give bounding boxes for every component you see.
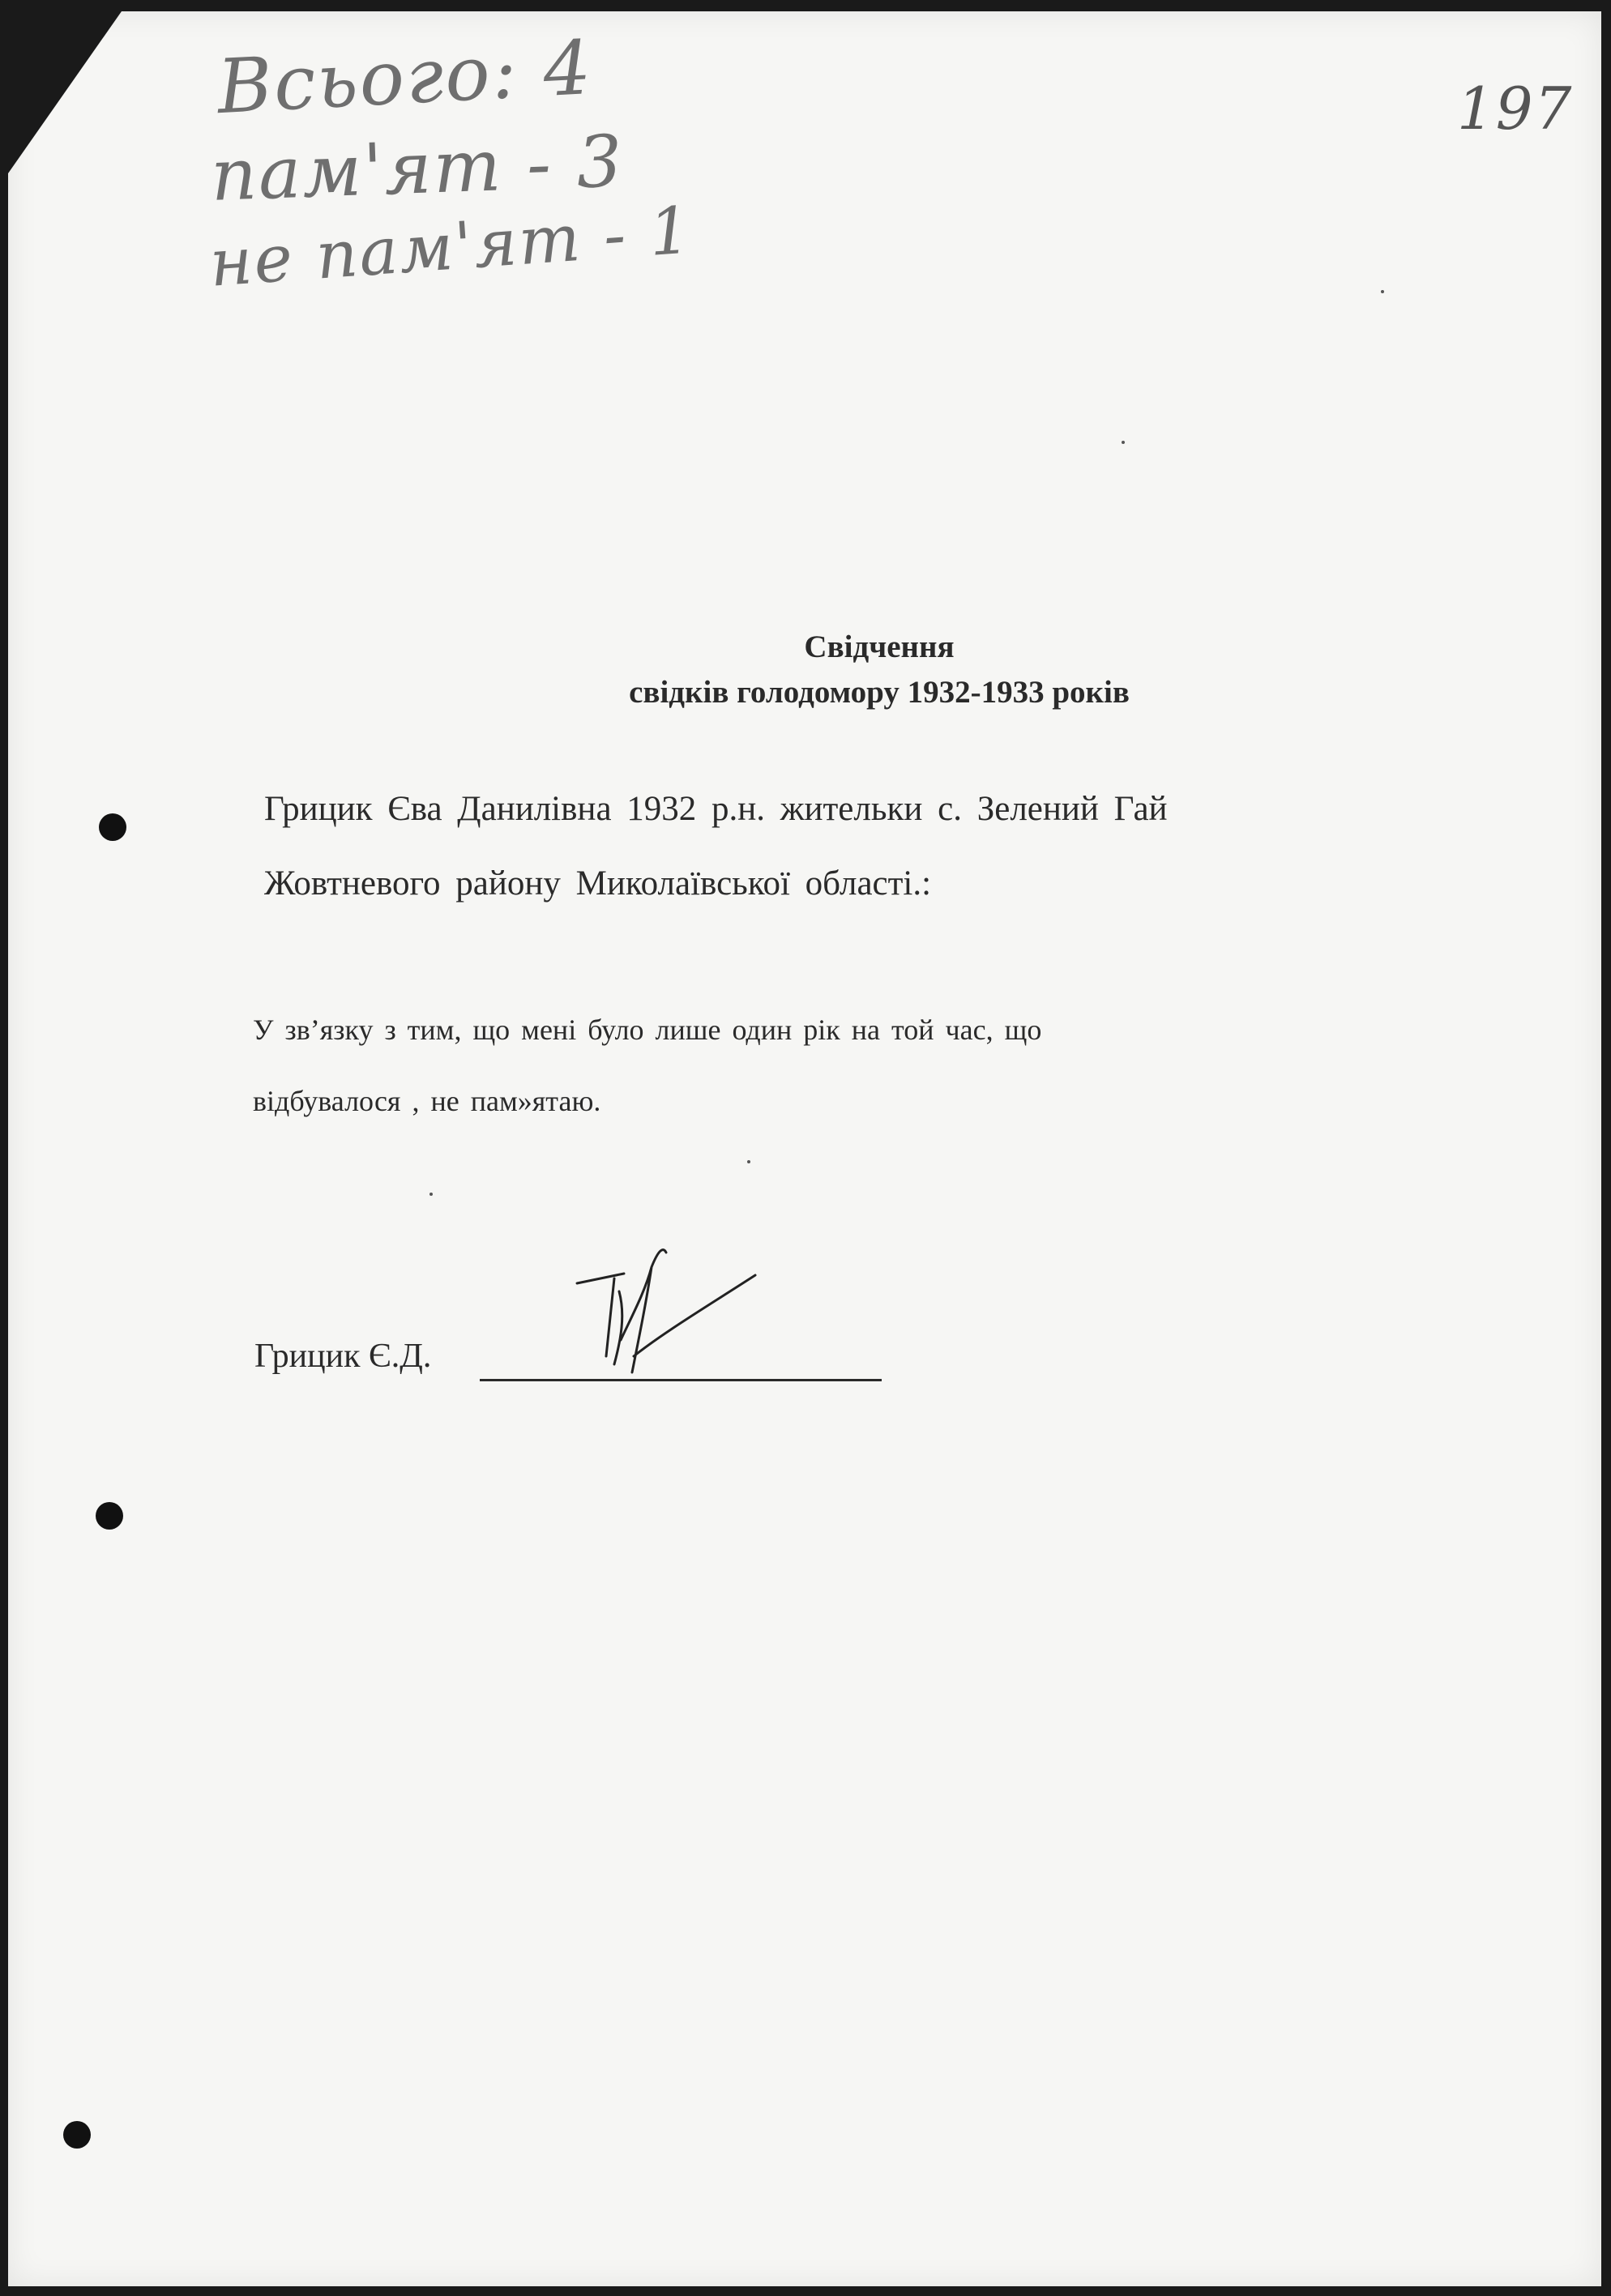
- testimony-line-1: У зв’язку з тим, що мені було лише один рік на той час, що: [253, 1014, 1042, 1046]
- handwritten-page-number: 197: [1457, 75, 1574, 143]
- scan-speck: [1381, 290, 1384, 293]
- document-subtitle: свідків голодомору 1932-1933 років: [629, 675, 1130, 710]
- scan-speck: [1122, 441, 1125, 444]
- witness-info-line-2: Жовтневого району Миколаївської області.:: [264, 864, 932, 903]
- signature-name: Грицик Є.Д.: [254, 1338, 432, 1375]
- torn-corner: [8, 11, 122, 173]
- handwritten-signature: [567, 1243, 778, 1421]
- witness-info-line-1: Грицик Єва Данилівна 1932 р.н. жительки с. Зелений Гай: [264, 790, 1168, 828]
- scan-speck: [429, 1193, 433, 1196]
- testimony-line-2: відбувалося , не пам»ятаю.: [253, 1085, 601, 1117]
- punch-hole-middle: [96, 1502, 123, 1530]
- document-title: Свідчення: [804, 629, 955, 664]
- handwritten-tally-not-remember: не пам'ят - 1: [207, 192, 695, 301]
- handwritten-tally-remember: пам'ят - 3: [209, 119, 626, 217]
- handwritten-tally-total: Всього: 4: [215, 23, 595, 131]
- document-page: [8, 11, 1601, 2286]
- punch-hole-bottom: [63, 2121, 91, 2149]
- scan-speck: [747, 1160, 750, 1163]
- punch-hole-top: [99, 813, 126, 841]
